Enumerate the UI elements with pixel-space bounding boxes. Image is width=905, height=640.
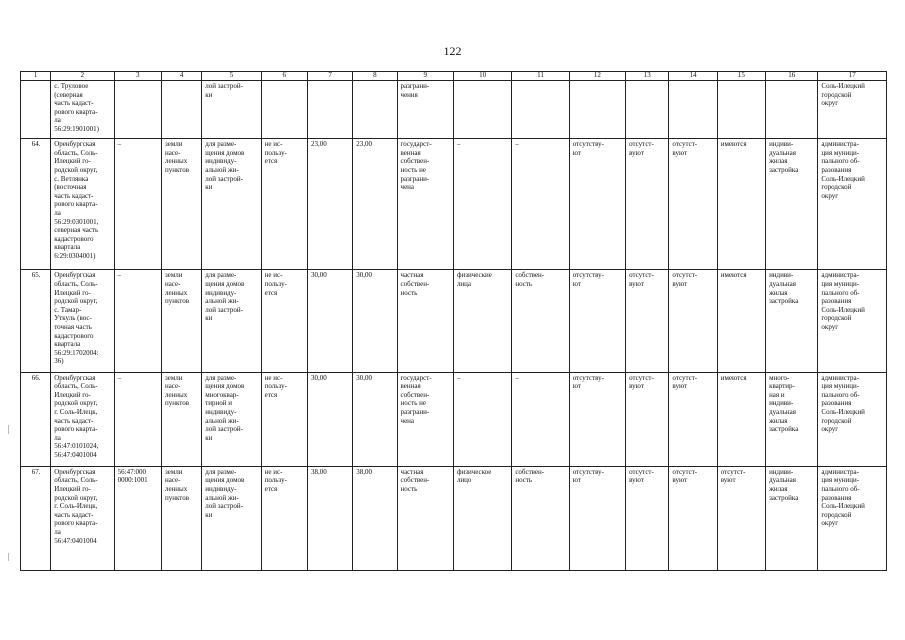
- column-number-cell: 17: [818, 72, 887, 81]
- table-cell: 23,00: [353, 139, 397, 270]
- table-cell: 23,00: [307, 139, 352, 270]
- table-cell: [161, 81, 201, 139]
- table-cell: Оренбургская область, Соль- Илецкий го- родской округ, г. Соль-Илецк, часть кадаст- рового кварта- ла 56:47:0101024, 56:47:0401004: [51, 372, 114, 466]
- table-cell: [569, 81, 625, 139]
- column-number-cell: 12: [569, 72, 625, 81]
- scan-margin-mark: [8, 425, 9, 434]
- table-cell: частная собствен- ность: [397, 466, 453, 570]
- table-cell: Оренбургская область, Соль- Илецкий го- родской округ, с. Ветлянка (восточная часть кадаст- рового кварта- ла 56:29:0301001, северная часть кадастрового квартала 6:29:0304001): [51, 139, 114, 270]
- land-plot-register-table: [20, 71, 887, 571]
- table-cell: индиви- дуальная жилая застройка: [766, 270, 818, 372]
- table-cell: 38,00: [307, 466, 352, 570]
- column-number-cell: 3: [114, 72, 161, 81]
- table-cell: собствен- ность: [512, 270, 569, 372]
- table-cell: земли насе- ленных пунктов: [161, 372, 201, 466]
- table-cell: 56:47:000 0000:1001: [114, 466, 161, 570]
- table-cell: для разме- щения домов многоквар- тирной и индивиду- альной жи- лой застрой- ки: [202, 372, 261, 466]
- table-cell: государст- венная собствен- ность не разграни- чена: [397, 372, 453, 466]
- table-cell: индиви- дуальная жилая застройка: [766, 139, 818, 270]
- table-cell: [353, 81, 397, 139]
- table-cell: отсутст- вуют: [669, 466, 717, 570]
- column-number-cell: 7: [307, 72, 352, 81]
- table-cell: 38,00: [353, 466, 397, 570]
- table-cell: Оренбургская область, Соль- Илецкий го- родской округ, г. Соль-Илецк, часть кадаст- рового кварта- ла 56:47:0401004: [51, 466, 114, 570]
- table-cell: для разме- щения домов индивиду- альной жи- лой застрой- ки: [202, 270, 261, 372]
- column-number-cell: 14: [669, 72, 717, 81]
- table-cell: частная собствен- ность: [397, 270, 453, 372]
- table-cell: отсутст- вуют: [669, 270, 717, 372]
- table-cell: –: [512, 139, 569, 270]
- table-cell: собствен- ность: [512, 466, 569, 570]
- table-cell: отсутству- ют: [569, 139, 625, 270]
- table-cell: отсутст- вуют: [669, 139, 717, 270]
- table-cell: имеются: [717, 372, 765, 466]
- table-cell: лой застрой- ки: [202, 81, 261, 139]
- column-number-cell: 9: [397, 72, 453, 81]
- table-row: [21, 466, 887, 570]
- table-cell: 65.: [21, 270, 51, 372]
- table-cell: администра- ция муници- пального об- разования Соль-Илецкий городской округ: [818, 139, 887, 270]
- table-cell: для разме- щения домов индивиду- альной жи- лой застрой- ки: [202, 466, 261, 570]
- table-cell: 67.: [21, 466, 51, 570]
- column-number-cell: 11: [512, 72, 569, 81]
- table-cell: администра- ция муници- пального об- разования Соль-Илецкий городской округ: [818, 270, 887, 372]
- table-cell: земли насе- ленных пунктов: [161, 466, 201, 570]
- table-cell: отсутству- ют: [569, 466, 625, 570]
- table-cell: физическое лицо: [453, 466, 511, 570]
- table-body: [21, 72, 887, 571]
- column-number-cell: 16: [766, 72, 818, 81]
- table-cell: отсутст- вуют: [626, 372, 669, 466]
- table-cell: отсутст- вуют: [669, 372, 717, 466]
- table-cell: [21, 81, 51, 139]
- table-cell: не ис- пользу- ется: [261, 139, 307, 270]
- table-cell: для разме- щения домов индивиду- альной жи- лой застрой- ки: [202, 139, 261, 270]
- page-number: 122: [443, 44, 462, 58]
- column-number-cell: 4: [161, 72, 201, 81]
- table-cell: –: [453, 372, 511, 466]
- table-cell: 64.: [21, 139, 51, 270]
- table-cell: [453, 81, 511, 139]
- table-row: [21, 139, 887, 270]
- scan-margin-mark: [8, 553, 9, 561]
- table-cell: [114, 81, 161, 139]
- table-cell: много- квартир- ная и индиви- дуальная жилая застройка: [766, 372, 818, 466]
- table-cell: имеются: [717, 139, 765, 270]
- table-cell: –: [114, 372, 161, 466]
- column-number-cell: 13: [626, 72, 669, 81]
- table-cell: 30,00: [307, 270, 352, 372]
- column-number-cell: 15: [717, 72, 765, 81]
- table-row: [21, 81, 887, 139]
- table-cell: –: [512, 372, 569, 466]
- column-number-row: [21, 72, 887, 81]
- table-cell: отсутст- вуют: [717, 466, 765, 570]
- column-number-cell: 6: [261, 72, 307, 81]
- table-cell: –: [453, 139, 511, 270]
- table-cell: не ис- пользу- ется: [261, 372, 307, 466]
- table-cell: 30,00: [353, 372, 397, 466]
- table-cell: [261, 81, 307, 139]
- column-number-cell: 5: [202, 72, 261, 81]
- table-cell: отсутст- вуют: [626, 139, 669, 270]
- table-cell: отсутству- ют: [569, 270, 625, 372]
- table-cell: Оренбургская область, Соль- Илецкий го- родской округ, с. Тамар- Уткуль (вос- точная часть кадастрового квартала 56:29:1702004: 36): [51, 270, 114, 372]
- table-cell: земли насе- ленных пунктов: [161, 270, 201, 372]
- column-number-cell: 2: [51, 72, 114, 81]
- table-cell: [717, 81, 765, 139]
- table-cell: администра- ция муници- пального об- разования Соль-Илецкий городской округ: [818, 466, 887, 570]
- table-cell: [669, 81, 717, 139]
- table-cell: с. Труловое (северная часть кадаст- рового кварта- ла 56:29:1901001): [51, 81, 114, 139]
- table-cell: Соль-Илецкий городской округ: [818, 81, 887, 139]
- table-cell: –: [114, 270, 161, 372]
- table-cell: земли насе- ленных пунктов: [161, 139, 201, 270]
- table-cell: [512, 81, 569, 139]
- column-number-cell: 8: [353, 72, 397, 81]
- table-cell: отсутст- вуют: [626, 270, 669, 372]
- table-cell: [766, 81, 818, 139]
- table-cell: [626, 81, 669, 139]
- table-cell: 66.: [21, 372, 51, 466]
- table-row: [21, 270, 887, 372]
- table-cell: отсутству- ют: [569, 372, 625, 466]
- table-cell: отсутст- вуют: [626, 466, 669, 570]
- table-row: [21, 372, 887, 466]
- table-cell: индиви- дуальная жилая застройка: [766, 466, 818, 570]
- table-cell: государст- венная собствен- ность не разграни- чена: [397, 139, 453, 270]
- table-cell: 30,00: [307, 372, 352, 466]
- table-cell: [307, 81, 352, 139]
- table-cell: физические лица: [453, 270, 511, 372]
- column-number-cell: 1: [21, 72, 51, 81]
- table-cell: –: [114, 139, 161, 270]
- table-cell: 30,00: [353, 270, 397, 372]
- table-cell: не ис- пользу- ется: [261, 466, 307, 570]
- table-cell: не ис- пользу- ется: [261, 270, 307, 372]
- table-cell: имеются: [717, 270, 765, 372]
- table-cell: разграни- чения: [397, 81, 453, 139]
- table-cell: администра- ция муници- пального об- разования Соль-Илецкий городской округ: [818, 372, 887, 466]
- column-number-cell: 10: [453, 72, 511, 81]
